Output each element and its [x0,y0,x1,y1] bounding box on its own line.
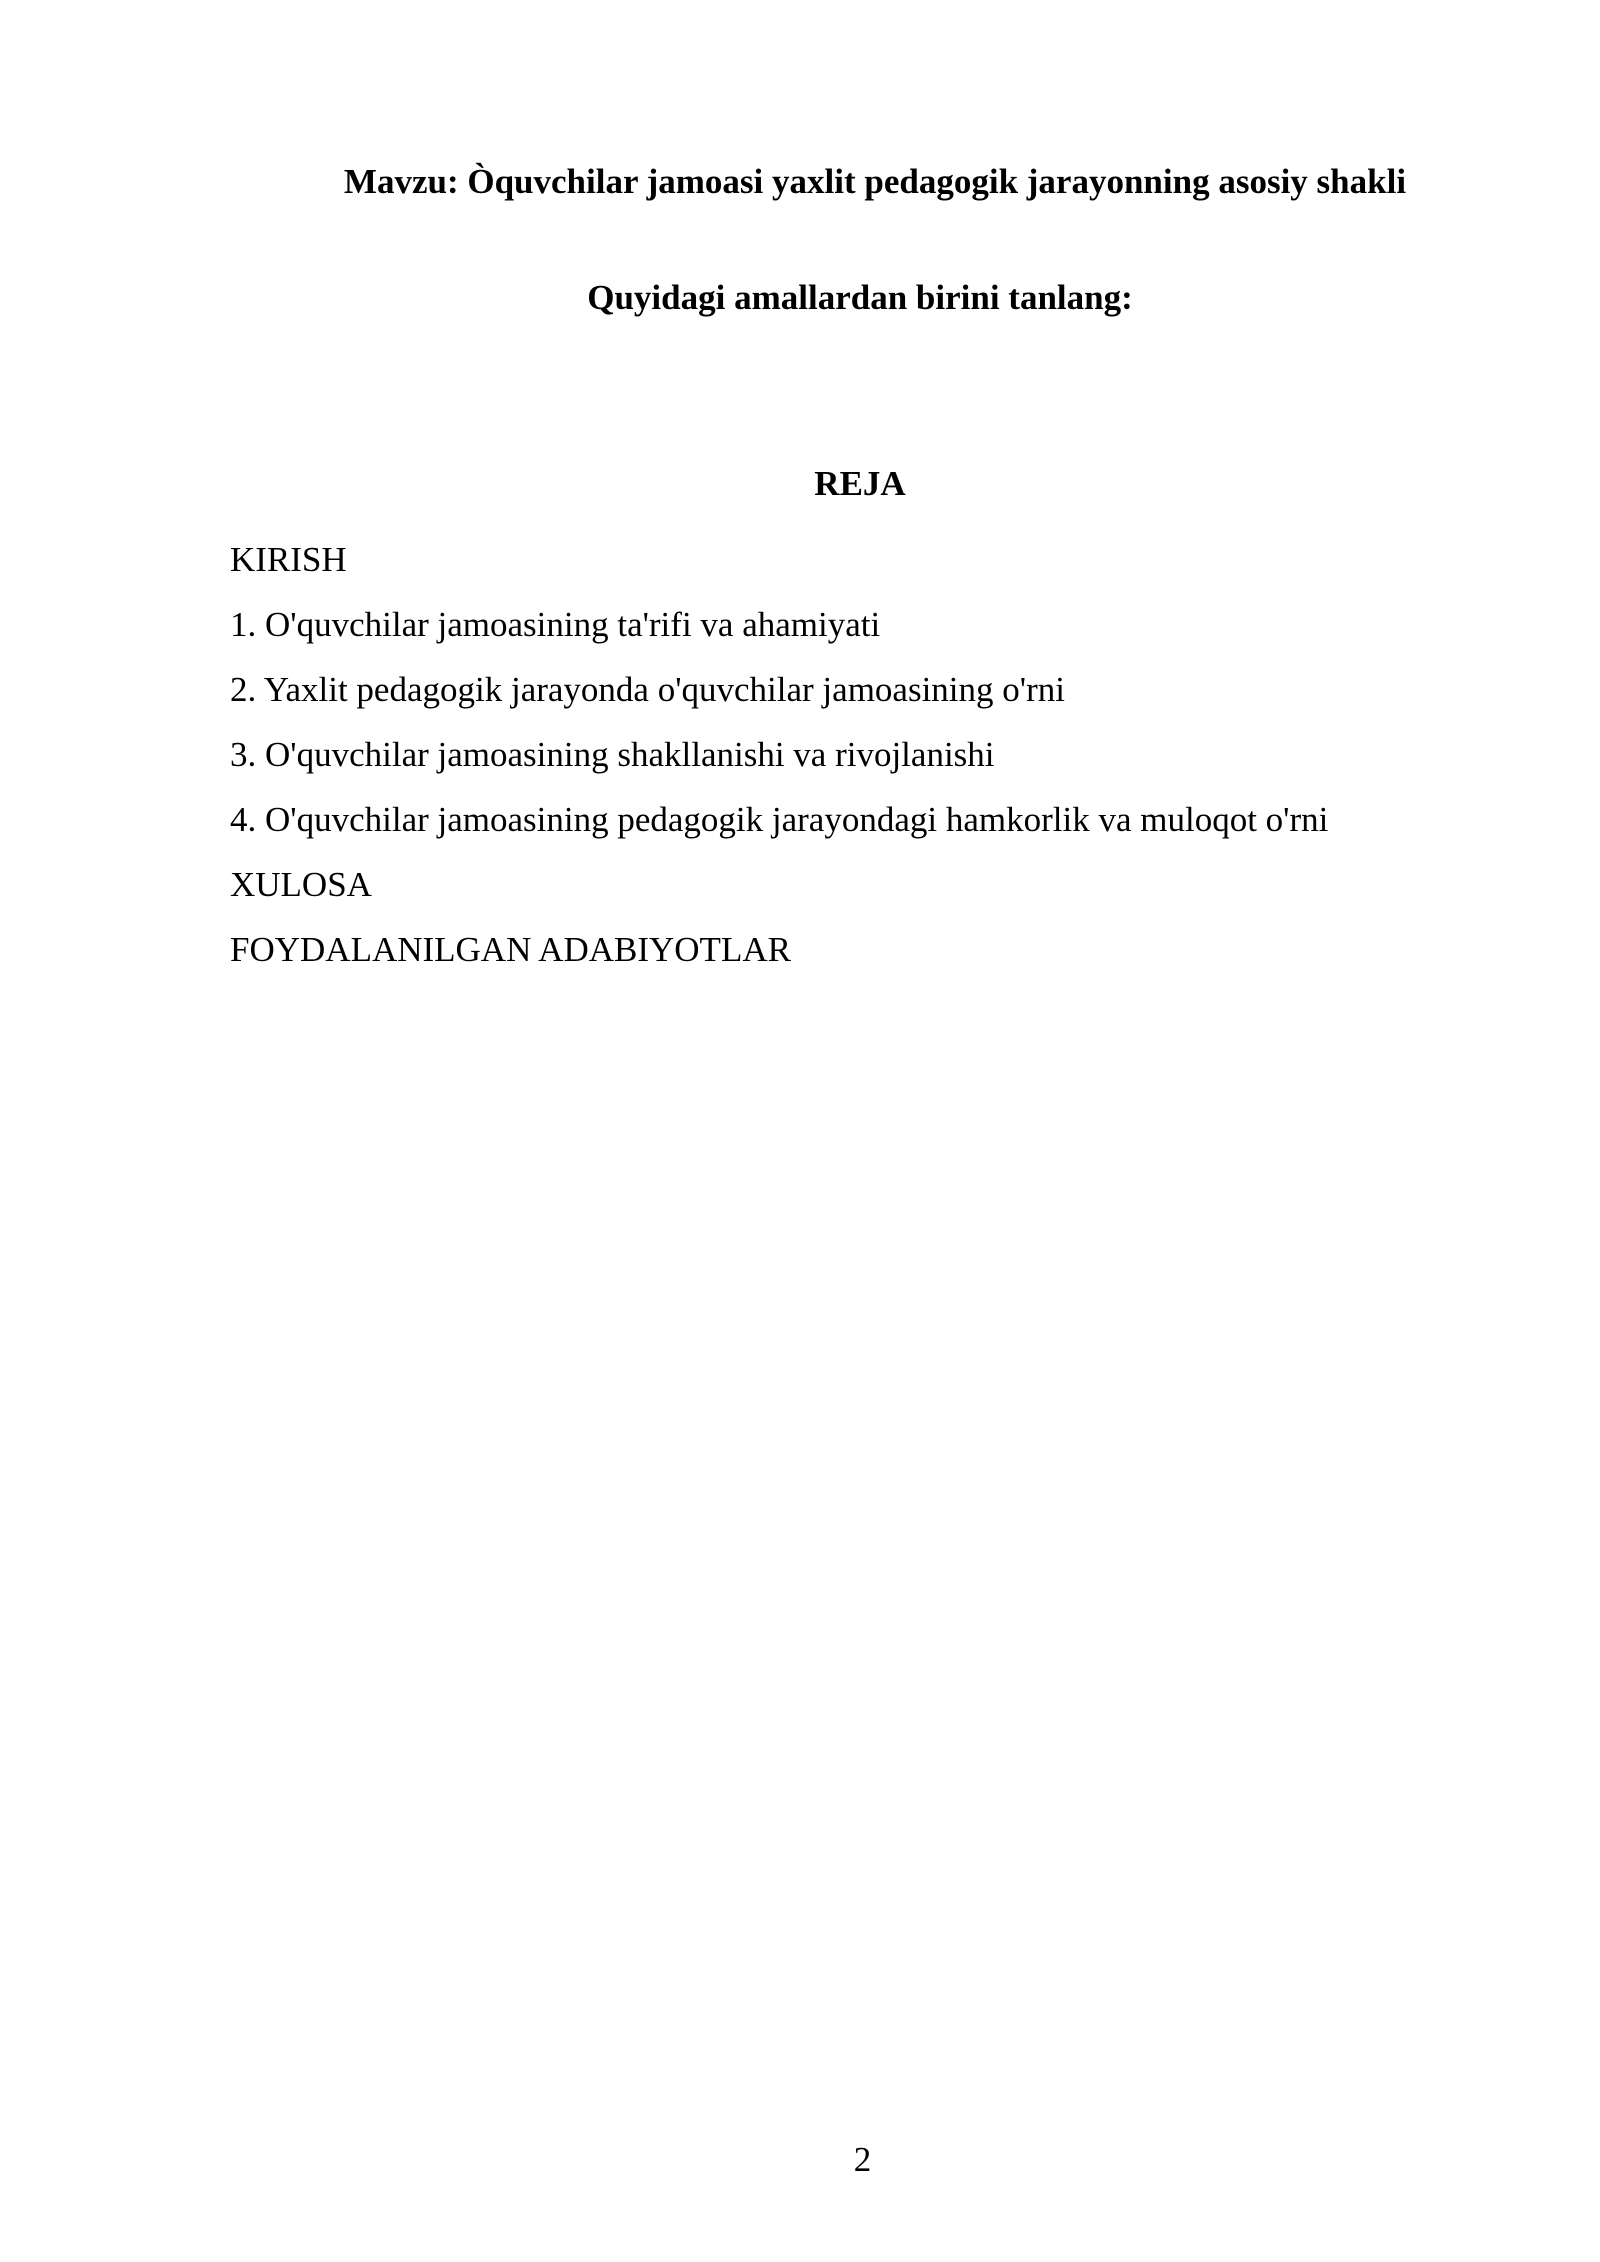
page-number: 2 [853,2140,872,2179]
plan-item-references: FOYDALANILGAN ADABIYOTLAR [230,930,791,969]
document-title: Mavzu: Òquvchilar jamoasi yaxlit pedagogik jarayonning asosiy shakli [343,162,1407,201]
plan-item-conclusion: XULOSA [230,865,372,904]
plan-item-4: 4. O'quvchilar jamoasining pedagogik jarayondagi hamkorlik va muloqot o'rni [230,800,1329,839]
plan-item-1: 1. O'quvchilar jamoasining ta'rifi va ahamiyati [230,605,881,644]
plan-list [230,533,1520,988]
plan-item-3: 3. O'quvchilar jamoasining shakllanishi va rivojlanishi [230,735,995,774]
plan-heading: REJA [814,464,906,503]
plan-item-2: 2. Yaxlit pedagogik jarayonda o'quvchilar jamoasining o'rni [230,670,1065,709]
plan-item-introduction: KIRISH [230,540,347,579]
document-subtitle: Quyidagi amallardan birini tanlang: [587,278,1133,317]
